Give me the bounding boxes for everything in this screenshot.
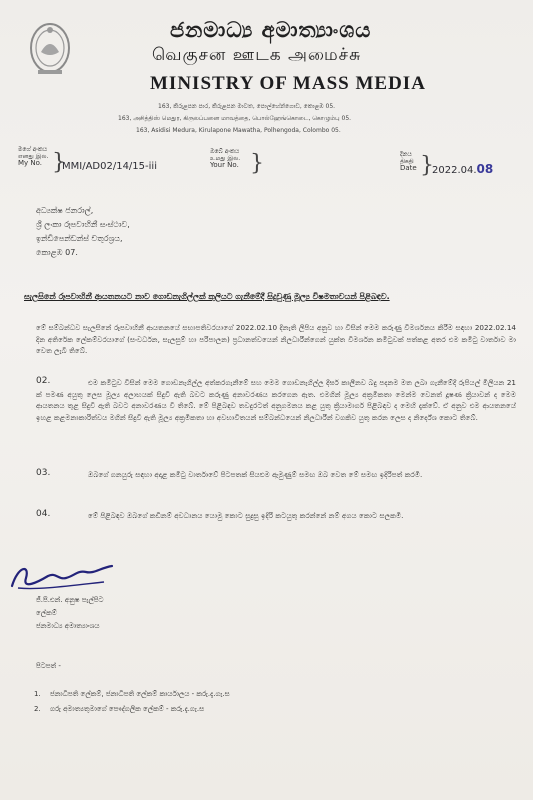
recipient-line-4: කොළඹ 07. [36, 248, 78, 257]
signatory-name: ජී.පී.එන්. අනුෂ පැල්පිට [36, 596, 104, 604]
my-no-label-ta: எனது இல. [18, 153, 49, 160]
copy-item-2-number: 2. [34, 705, 41, 713]
recipient-line-2: ශ්‍රී ලංකා රූපවාහිනී සංස්ථාව, [36, 220, 130, 229]
copy-item-2: ගරු අමාත්‍යතුමාගේ පෞද්ගලික ලේකම් - කරු.දැ.ගැ.ස [50, 705, 205, 713]
your-no-label [210, 148, 240, 169]
copy-item-1: ජනාධිපති ලේකම්, ජනාධිපති ලේකම් කාර්යාලය - කරු.දැ.ගැ.ස [50, 690, 230, 698]
copies-label: පිටපත් - [36, 662, 61, 670]
recipient-line-1: අධ්‍යක්ෂ ජනරාල්, [36, 206, 94, 215]
paragraph-3-number: 03. [36, 468, 51, 478]
my-no-label [18, 146, 48, 167]
date-label-si: දිනය [400, 151, 412, 158]
date-label-ta: திகதி [400, 158, 414, 165]
date-label [400, 151, 417, 172]
paragraph-4-number: 04. [36, 509, 51, 519]
date-printed: 2022.04. [432, 165, 477, 176]
signatory-title: ලේකම් [36, 609, 57, 617]
paragraph-2: එම කමිටුව විසින් මෙම ගොඩනැගිල්ල අත්කරගැනීමේ සහ මෙම ගොඩනැගිල්ල දීර්ඝ කාලීනව බදු පදනම මත ලබා ගැනීමේදී රුපියල් මිලියන 21 ක් පමණ අයුතු ලෙස මූල්‍ය අලාභයක් සිදුවී ඇති බවට කරුණු අනාවරණය කරගෙන ඇත. එමගින් මූල්‍ය අක්‍රමිකතා මෙන්ම වෙනත් දූෂණ ක්‍රියාවන් ද මෙම ආයතනය තුළ සිදුවී ඇති බවට අනාවරණය වී තිබේ. මේ පිළිබඳව තවදුරටත් අනුගමනය කළ යුතු ක්‍රියාමාර්ග පිළිබඳව ද මෙහි දැක්වේ. ඒ අනුව එම ආයතනයේ ඉහළ කළමනාකාරිත්වය මගින් සිදුවී ඇති මූල්‍ය අක්‍රමිකතා හා අවභාවිතයන් සම්බන්ධයෙන් නිලධාරීන් වගකිව යුතු කරන ලෙස ද නිර්දේශ කොට තිබේ. [36, 378, 516, 422]
recipient-line-3: ඉන්ඩිපෙන්ඩන්ස් චතුරශ්‍රය, [36, 234, 123, 243]
your-no-label-ta: உமது இல. [210, 155, 241, 162]
my-reference-number: MMI/AD02/14/15-iii [62, 161, 157, 172]
address-english: 163, Asidisi Medura, Kirulapone Mawatha, Polhengoda, Colombo 05. [136, 127, 341, 134]
brace-right: } [420, 153, 434, 178]
letter-subject: සැලසිනේ රූපවාහිනී ආයතනයට නාව ගොඩනැගිල්ලක් කුලියට ගැනීමේදී සිදුවුණු මූල්‍ය විෂමතාවයන් පිළිබඳව. [24, 292, 390, 301]
handwritten-signature [8, 560, 118, 594]
my-no-label-si: මගේ අංකය [18, 146, 48, 153]
paragraph-1: මේ සම්බන්ධව සැලසිනේ රූපවාහිනී ආයතනයේ සභාපතිවරයාගේ 2022.02.10 දිනැති ලිපිය අනුව හා විසින් මෙම කරුණු විමර්ශනය කිරීම සඳහා 2022.02.14 දින අතිරේක ලේකම්වරයාගේ (සංවර්ධන, සැලසුම් හා පරිපාලන) ප්‍රධානත්වයෙන් නිලධාරීන්ගෙන් යුක්ත විමර්ශන කමිටුවක් පත්කළ අතර එම කමිටු වාර්තාව මා වෙත ලැබී තිබේ. [36, 323, 516, 356]
copy-item-1-number: 1. [34, 690, 41, 698]
your-no-label-en: Your No. [210, 161, 239, 169]
ministry-name-sinhala: ජනමාධ්‍ය අමාත්‍යාංශය [170, 18, 372, 42]
your-no-label-si: ඔබේ අංකය [210, 148, 240, 155]
signatory-ministry: ජනමාධ්‍ය අමාත්‍යාංශය [36, 622, 100, 630]
ministry-name-tamil: வெகுசன ஊடக அமைச்சு [152, 45, 362, 65]
paragraph-2-number: 02. [36, 376, 51, 386]
brace-middle: } [250, 151, 264, 176]
my-no-label-en: My No. [18, 159, 43, 167]
address-tamil: 163, அசித்திஸ் மெதுர, கிருலப்பனை மாவத்தை, பொல்ஹேங்கொடை, கொழும்பு 05. [118, 115, 352, 122]
date-label-en: Date [400, 164, 417, 172]
ministry-name-english: MINISTRY OF MASS MEDIA [150, 73, 426, 94]
address-sinhala: 163, කිරුළපන පාර, කිරුළපන මාවත, පොල්හේන්ගොඩ, කොළඹ 05. [158, 103, 336, 110]
sri-lanka-emblem-icon [28, 18, 72, 80]
date-handwritten: 08 [476, 162, 494, 176]
paragraph-4: මේ පිළිබඳව ඔබගේ කඩිනම් අවධානය යොමු කොට සුදුසු ඉදිරි කටයුතු කරන්නේ නම් අගය කොට සලකමි. [88, 511, 404, 520]
letter-date [432, 162, 493, 176]
brace-left: } [52, 150, 66, 175]
paragraph-3: ඔබගේ ගනයුරු සඳහා අදාළ කමිටු වාර්තාවේ පිටපතක් සියළුම ඇමුණුම් සමඟ ඔබ වෙත මේ සමඟ ඉදිරිපත් කරමි. [88, 470, 423, 479]
